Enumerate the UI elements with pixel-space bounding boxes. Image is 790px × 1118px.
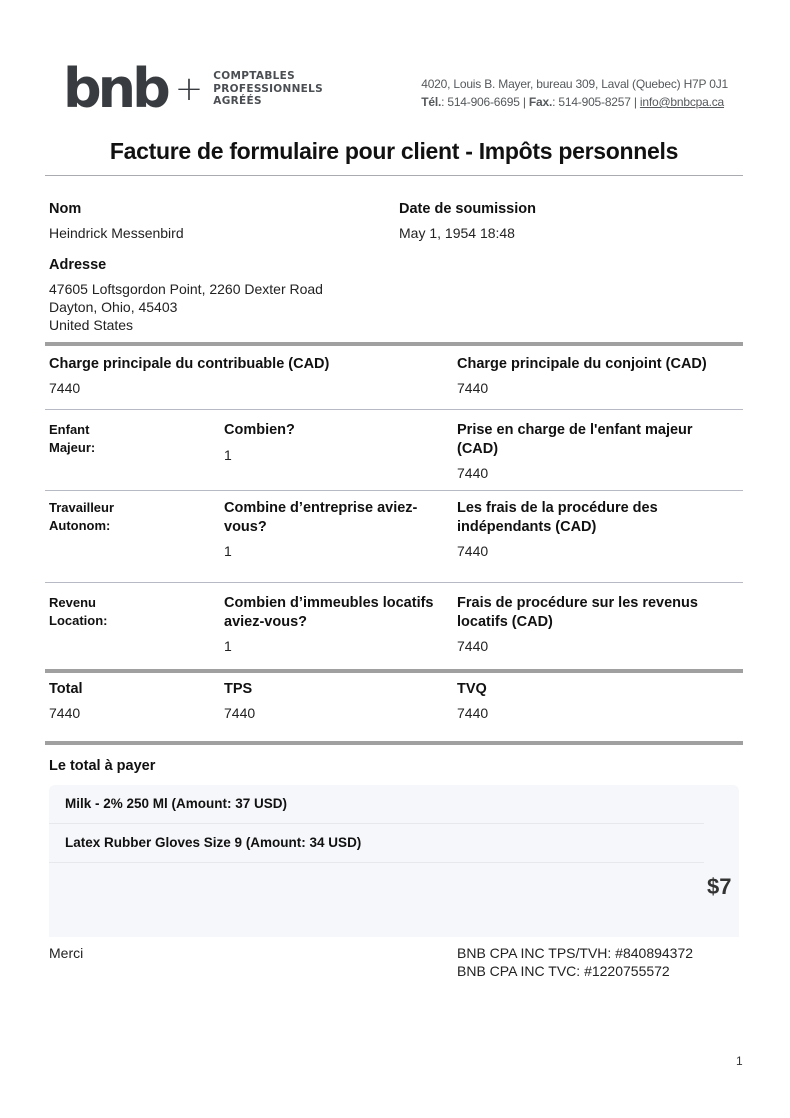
spouse-charge-value: 7440	[457, 380, 489, 396]
tvq-value: 7440	[457, 705, 489, 721]
line-item: Latex Rubber Gloves Size 9 (Amount: 34 USD)	[65, 835, 362, 850]
section-divider	[45, 741, 743, 745]
taxpayer-charge-label: Charge principale du contribuable (CAD)	[49, 356, 330, 372]
bnb-logo	[63, 57, 324, 120]
date-label: Date de soumission	[399, 201, 536, 217]
letterhead	[63, 57, 728, 120]
adult-child-fee-label: Prise en charge de l'enfant majeur (CAD)	[457, 422, 693, 457]
self-employed-count: 1	[224, 543, 232, 559]
row-divider	[45, 409, 743, 410]
name-label: Nom	[49, 201, 82, 217]
rental-properties-count: 1	[224, 638, 232, 654]
adult-child-count: 1	[224, 447, 232, 463]
total-value: 7440	[49, 705, 81, 721]
rental-income-fee-value: 7440	[457, 638, 489, 654]
tvc-number: BNB CPA INC TVC: #1220755572	[457, 963, 670, 979]
rental-income-question: Combien d’immeubles locatifs aviez-vous?	[224, 595, 434, 630]
self-employed-category: Travailleur Autonom:	[49, 500, 115, 533]
section-divider	[45, 342, 743, 346]
taxpayer-charge-value: 7440	[49, 380, 81, 396]
logo-brand: bnb	[63, 57, 167, 120]
tps-value: 7440	[224, 705, 256, 721]
submission-date: May 1, 1954 18:48	[399, 225, 515, 241]
page-number: 1	[736, 1054, 743, 1068]
adult-child-question: Combien?	[224, 422, 295, 438]
tps-tvh-number: BNB CPA INC TPS/TVH: #840894372	[457, 945, 694, 961]
divider	[45, 175, 743, 176]
company-address: 4020, Louis B. Mayer, bureau 309, Laval (Quebec) H7P 0J1	[421, 77, 728, 91]
client-name: Heindrick Messenbird	[49, 225, 184, 241]
item-divider	[49, 823, 704, 824]
company-contact	[421, 75, 728, 111]
address-line-2: Dayton, Ohio, 45403	[49, 299, 178, 315]
adult-child-fee-value: 7440	[457, 465, 489, 481]
logo-plus-icon: +	[174, 69, 204, 109]
rental-income-fee-label: Frais de procédure sur les revenus locatifs (CAD)	[457, 595, 698, 630]
self-employed-fee-label: Les frais de la procédure des indépendants (CAD)	[457, 500, 658, 535]
total-due-amount: $7	[707, 874, 732, 899]
thanks-text: Merci	[49, 945, 84, 961]
logo-tagline: COMPTABLES PROFESSIONNELS AGRÉÉS	[213, 70, 324, 108]
address-line-1: 47605 Loftsgordon Point, 2260 Dexter Road	[49, 281, 323, 297]
tps-label: TPS	[224, 681, 253, 697]
address-line-3: United States	[49, 317, 134, 333]
section-divider	[45, 669, 743, 673]
spouse-charge-label: Charge principale du conjoint (CAD)	[457, 356, 707, 372]
adult-child-category: Enfant Majeur:	[49, 422, 96, 455]
row-divider	[45, 490, 743, 491]
tvq-label: TVQ	[457, 681, 487, 697]
self-employed-fee-value: 7440	[457, 543, 489, 559]
row-divider	[45, 582, 743, 583]
page-title: Facture de formulaire pour client - Impôts personnels	[109, 138, 679, 164]
line-item: Milk - 2% 250 Ml (Amount: 37 USD)	[65, 796, 288, 811]
email-link[interactable]: info@bnbcpa.ca	[639, 95, 725, 109]
company-phone-fax-email: Tél.: 514-906-6695 | Fax.: 514-905-8257 | info@bnbcpa.ca	[421, 95, 725, 109]
total-label: Total	[49, 681, 83, 697]
line-items-box	[49, 785, 739, 937]
address-label: Adresse	[49, 257, 107, 273]
rental-income-category: Revenu Location:	[49, 595, 108, 628]
self-employed-question: Combine d’entreprise aviez- vous?	[224, 500, 418, 535]
amount-due-heading: Le total à payer	[49, 758, 156, 774]
item-divider	[49, 862, 704, 863]
